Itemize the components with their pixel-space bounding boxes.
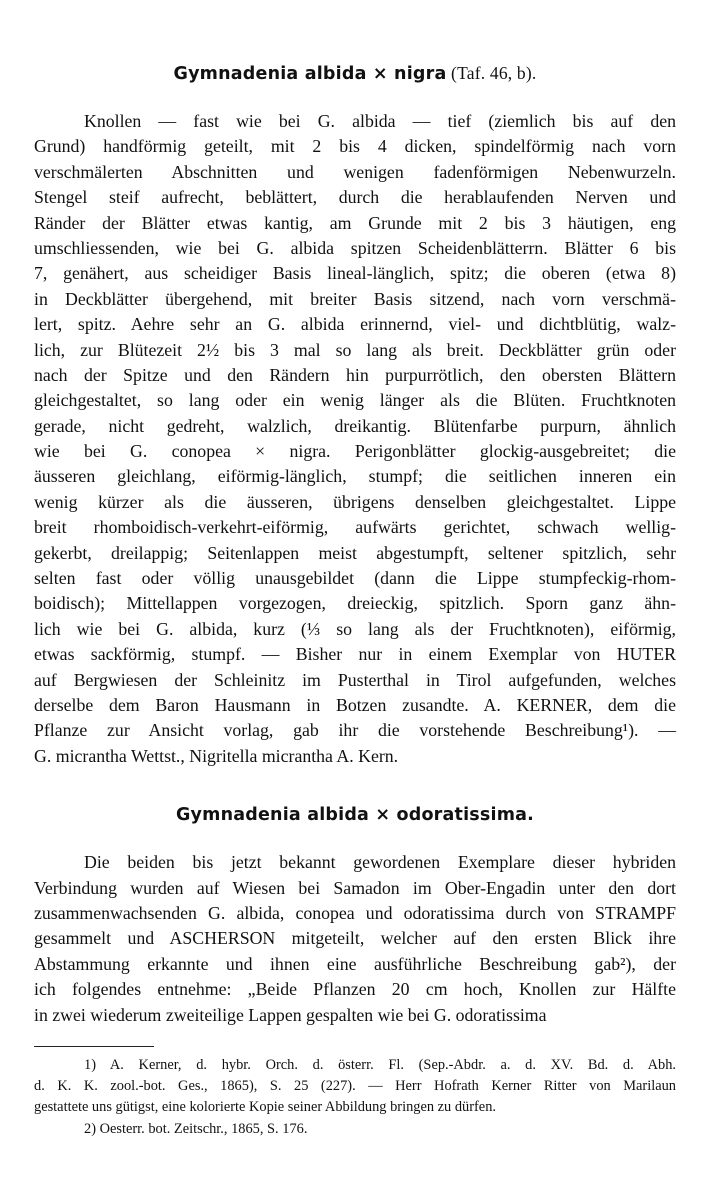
footnotes (34, 1055, 676, 1140)
text-line: Knollen — fast wie bei G. albida — tief (ziemlich bis auf den (84, 111, 676, 131)
text-line: 7, genähert, aus scheidiger Basis lineal-länglich, spitz; die oberen (etwa 8) (34, 263, 676, 284)
text-line: äusseren gleichlang, eiförmig-länglich, stumpf; die seitlichen inneren ein (34, 466, 676, 487)
text-line: lich wie bei G. albida, kurz (⅓ so lang als der Fruchtknoten), eiförmig, (34, 618, 676, 639)
text-line: Abstammung erkannte und ihnen eine ausführliche Beschreibung gab²), der (34, 953, 676, 974)
text-line: wie bei G. conopea × nigra. Perigonblätter glockig-ausgebreitet; die (34, 441, 676, 462)
text-line: Grund) handförmig geteilt, mit 2 bis 4 dicken, spindelförmig nach vorn (34, 136, 676, 157)
text-line: umschliessenden, wie bei G. albida spitzen Scheidenblätterrn. Blätter 6 bis (34, 237, 676, 258)
section-title-albida-odoratissima: Gymnadenia albida × odoratissima. (175, 805, 535, 826)
page (34, 58, 676, 1140)
footnote-line: gestattete uns gütigst, eine kolorierte Kopie seiner Abbildung bringen zu dürfen. (34, 1099, 496, 1116)
section-title-albida-nigra (34, 58, 676, 89)
text-line: Stengel steif aufrecht, beblättert, durch die herablaufenden Nerven und (34, 187, 676, 208)
text-line: lert, spitz. Aehre sehr an G. albida erinnernd, viel- und dichtblütig, walz- (34, 314, 676, 335)
text-line: nach der Spitze und den Rändern hin purpurrötlich, den obersten Blättern (34, 364, 676, 385)
footnote-line: 1) A. Kerner, d. hybr. Orch. d. österr. Fl. (Sep.-Abdr. a. d. XV. Bd. d. Abh. (84, 1056, 676, 1073)
footnote-line: d. K. K. zool.-bot. Ges., 1865), S. 25 (227). — Herr Hofrath Kerner Ritter von Marilaun (34, 1078, 676, 1095)
text-line: G. micrantha Wettst., Nigritella micrantha A. Kern. (34, 745, 399, 766)
text-line: wenig kürzer als die äusseren, übrigens denselben gleichgestaltet. Lippe (34, 491, 676, 512)
footnote-rule (34, 1046, 154, 1047)
text-line: Ränder der Blätter etwas kantig, am Grunde mit 2 bis 3 häutigen, eng (34, 212, 676, 233)
text-line: derselbe dem Baron Hausmann in Botzen zusandte. A. KERNER, dem die (34, 694, 676, 715)
text-line: in Deckblätter übergehend, mit breiter Basis sitzend, nach vorn verschmä- (34, 288, 676, 309)
text-line: gerade, nicht gedreht, walzlich, dreikantig. Blütenfarbe purpurn, ähnlich (34, 415, 676, 436)
text-line: ich folgendes entnehme: „Beide Pflanzen 20 cm hoch, Knollen zur Hälfte (34, 979, 676, 1000)
description-paragraph (34, 109, 676, 769)
text-line: boidisch); Mittellappen vorgezogen, dreieckig, spitzlich. Sporn ganz ähn- (34, 593, 676, 614)
text-line: in zwei wiederum zweiteilige Lappen gespalten wie bei G. odoratissima (34, 1004, 547, 1025)
text-line: breit rhomboidisch-verkehrt-eiförmig, aufwärts gerichtet, schwach wellig- (34, 517, 676, 538)
text-line: zusammenwachsenden G. albida, conopea und odoratissima durch von STRAMPF (34, 902, 676, 923)
text-line: selten fast oder völlig unausgebildet (dann die Lippe stumpfeckig-rhom- (34, 568, 676, 589)
text-line: etwas sackförmig, stumpf. — Bisher nur in einem Exemplar von HUTER (34, 644, 676, 665)
text-line: lich, zur Blütezeit 2½ bis 3 mal so lang als breit. Deckblätter grün oder (34, 339, 676, 360)
text-line: Verbindung wurden auf Wiesen bei Samadon im Ober-Engadin unter den dort (34, 877, 676, 898)
footnote-line: 2) Oesterr. bot. Zeitschr., 1865, S. 176. (84, 1120, 308, 1137)
text-line: gleichgestaltet, so lang oder ein wenig länger als die Blüten. Fruchtknoten (34, 390, 676, 411)
text-line: gekerbt, dreilappig; Seitenlappen meist abgestumpft, seltener spitzlich, sehr (34, 542, 676, 563)
text-line: Die beiden bis jetzt bekannt gewordenen Exemplare dieser hybriden (84, 852, 676, 873)
section-title-main: Gymnadenia albida × nigra (173, 64, 447, 84)
text-line: gesammelt und ASCHERSON mitgeteilt, welcher auf den ersten Blick ihre (34, 928, 676, 949)
text-line: verschmälerten Abschnitten und wenigen fadenförmigen Nebenwurzeln. (34, 161, 676, 182)
text-line: auf Bergwiesen der Schleinitz im Pusterthal in Tirol aufgefunden, welches (34, 669, 676, 690)
section-title-ref: (Taf. 46, b). (446, 63, 537, 83)
intro-paragraph (34, 850, 676, 1028)
text-line: Pflanze zur Ansicht vorlag, gab ihr die vorstehende Beschreibung¹). — (34, 720, 676, 741)
